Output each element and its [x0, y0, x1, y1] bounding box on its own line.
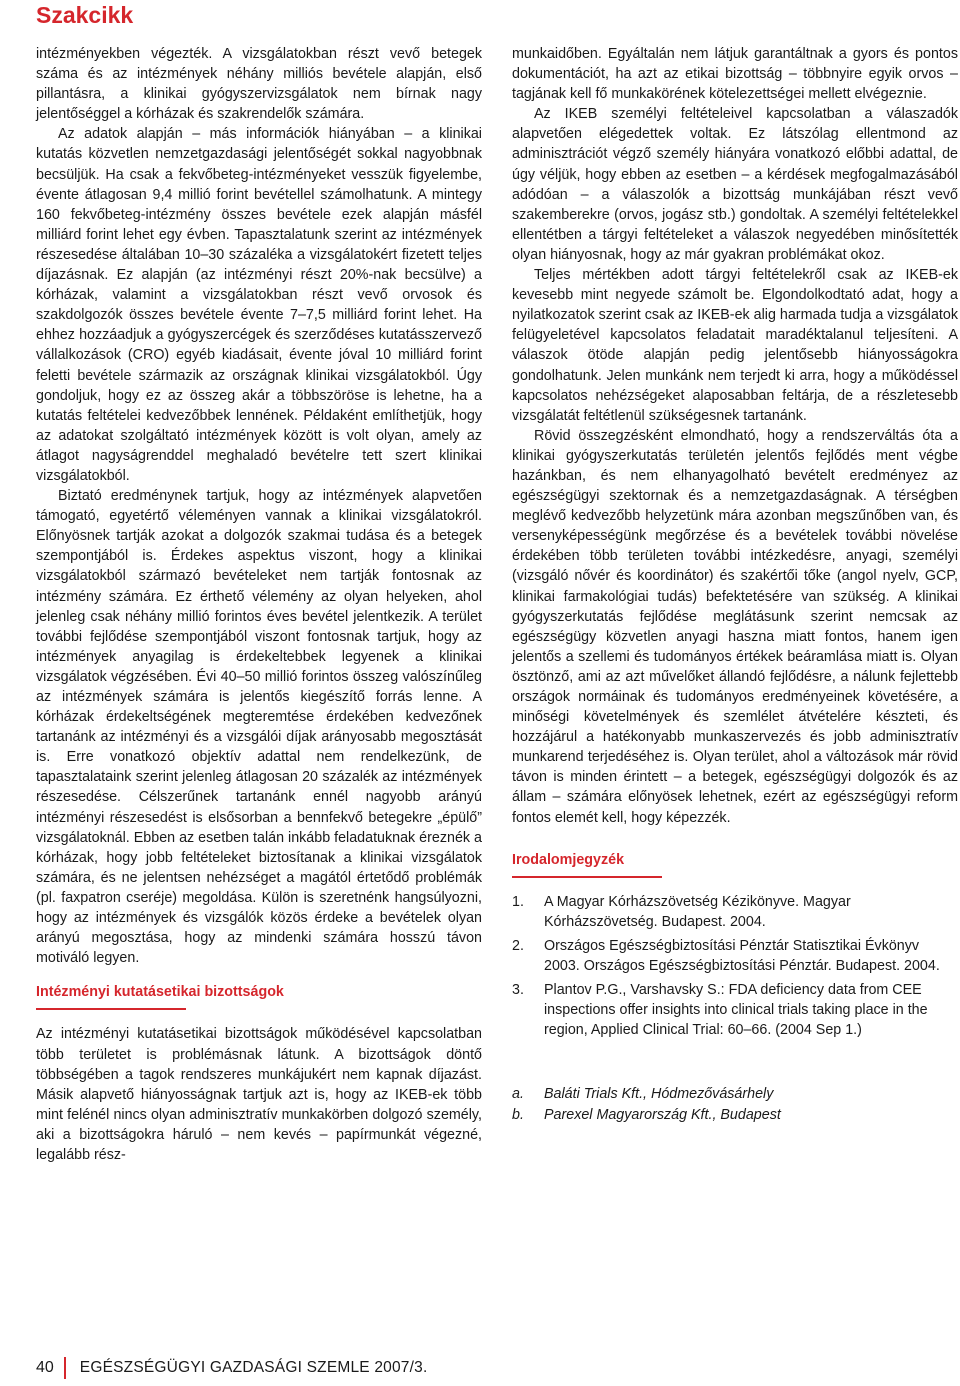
right-paragraph: munkaidőben. Egyáltalán nem látjuk garantáltnak a gyors és pontos dokumentációt, ha azt az etikai bizottság – többnyire egyik orvos – tagjának kell fő munkakörének kötelezettségei mellett elvégeznie. — [512, 46, 958, 103]
journal-name: EGÉSZSÉGÜGYI GAZDASÁGI SZEMLE 2007/3. — [79, 1359, 428, 1376]
section-title: Szakcikk — [36, 2, 134, 28]
page-number: 40 — [36, 1359, 54, 1376]
heading-underline — [512, 876, 662, 878]
affiliation-letter: a. — [512, 1086, 524, 1103]
right-column — [512, 44, 958, 1125]
footer-divider — [64, 1357, 66, 1379]
reference-item — [512, 936, 958, 976]
right-paragraph: Az IKEB személyi feltételeivel kapcsolatban a válaszadók alapvetően elégedettek voltak. Ez látszólag ellentmond az adminisztrációt végző személy hiányára vonatkozó előbbi adattal, de úgy véljük, hogy ebben az esetben – a kérdések megfogalmazásából adódóan – a válaszolók a bizottság munkájában részt vevő szakemberekre (orvos, jogász stb.) gondoltak. A személyi feltételekkel ellentétben a tárgyi feltételeket a válaszok negyedében minősítették olyan hiányosnak, hogy az már gyakran problémákat okoz. — [512, 106, 958, 263]
affiliation-text: Baláti Trials Kft., Hódmezővásárhely — [544, 1086, 774, 1103]
reference-text: A Magyar Kórházszövetség Kézikönyve. Magyar Kórházszövetség. Budapest. 2004. — [544, 893, 851, 930]
left-paragraph: Az intézményi kutatásetikai bizottságok működésével kapcsolatban több területet is problémásnak látunk. A bizottságok döntő többségében a tagok rendszeres munkájukért nem kapnak díjazást. Másik alapvető hiányosságnak tartjuk azt is, hogy az IKEB-ek több mint felénél nincs olyan adminisztratív munkakörben dolgozó személy, aki a bizottságokra háruló – nem kevés – papírmunkát végezné, legalább rész- — [36, 1026, 482, 1163]
reference-number: 3. — [512, 982, 524, 999]
affiliation-letter: b. — [512, 1106, 524, 1123]
left-paragraph: intézményekben végezték. A vizsgálatokban részt vevő betegek száma és az intézmények néhány milliós bevétele alapján, első pillantásra, a klinikai gyógyszervizsgálatok nem bírnak nagy jelentőséggel a kórházak és szakrendelők számára. — [36, 46, 482, 123]
page-footer — [36, 1356, 427, 1380]
section-heading-ikeb: Intézményi kutatásetikai bizottságok — [36, 984, 284, 1001]
left-paragraph: Az adatok alapján – más információk hiányában – a klinikai kutatás közvetlen nemzetgazdasági jelentőségét sokkal nagyobbnak becsüljük. Ha csak a fekvőbeteg-intézményeket vesszük figyelembe, évente átlagosan 9,4 millió forint bevétellel számolhatunk. A mintegy 160 fekvőbeteg-intézmény összes bevétele ezek alapján másfél milliárd forint lehet egy évben. Tapasztalatunk szerint az intézmények részesedése általában 10–30 százaléka a vizsgálatokért fizetett teljes díjazásnak. Ez alapján (az intézményi részt 20%-nak becsülve) a kórházak, valamint a vizsgálatokban részt vevő orvosok és szakdolgozók összes bevétele évente 7–7,5 milliárd forint lehet. Ha ehhez hozzáadjuk a gyógyszercégek és szerződéses kutatásszervező vállalkozások (CRO) egyéb kiadásait, évente jóval 10 milliárd forint feletti bevétele származik az országnak klinikai vizsgálatokból. Úgy gondoljuk, hogy ez az összeg akár a többszöröse is lehetne, ha a kutatás feltételei kedvezőbbek lennének. Példaként említhetjük, hogy az adatokat szolgáltató intézmények között is volt olyan, amely az átlagot nagyságrenddel meghaladó bevételre tett szert klinikai vizsgálatokból. — [36, 126, 482, 484]
reference-number: 2. — [512, 937, 524, 954]
right-paragraph: Teljes mértékben adott tárgyi feltételekről csak az IKEB-ek kevesebb mint negyede számolt be. Elgondolkodtató adat, hogy a nyilatkozatok szerint csak az IKEB-ek alig harmada tudja a vizsgálatok felügyeletével kapcsolatos feladatait maradéktalanul teljesíteni. A válaszok ötöde alapján pedig jelentősebb hiányosságokra gondolhatunk. Jelen munkánk nem terjedt ki arra, hogy a működéssel kapcsolatos nehézségeket alaposabban feltárja, de a részletesebb vizsgálatát feltétlenül szükségesnek tartanánk. — [512, 267, 958, 424]
reference-text: Plantov P.G., Varshavsky S.: FDA deficiency data from CEE inspections offer insights into clinical trials taking place in the region, Applied Clinical Trial: 60–66. (2004 Sep 1.) — [544, 982, 928, 1039]
left-paragraph: Biztató eredménynek tartjuk, hogy az intézmények alapvetően támogató, egyetértő véleményen vannak a klinikai vizsgálatokról. Előnyösnek tartják azokat a dolgozók szakmai tudása és a betegek szempontjából is. Érdekes aspektus viszont, hogy a klinikai vizsgálatokból származó bevételeket nem tartják fontosnak az intézmény számára. Ez érthető vélemény az olyan helyeken, ahol jelenleg csak néhány millió forintos éves bevétel jelentkezik. A terület további fejlődése szempontjából viszont fontosnak tartjuk, hogy az intézmények anyagilag is érdekeltebbek legyenek a klinikai vizsgálatok végzésében. Évi 40–50 millió forintos összeg valószínűleg az intézmények számára is jelentős kiegészítő forrás lenne. A kórházak érdekeltségének megteremtése érdekében kedvezőnek tartanánk az intézményi és a vizsgálói díjak arányosabb megosztását is. Erre vonatkozó objektív adattal nem rendelkezünk, de tapasztalataink szerint jelenleg átlagosan 20 százalék az intézmények részesedése. Célszerűnek tartanánk ennél nagyobb arányú intézményi részesedést is elsősorban a bennfekvő betegekre „épülő” vizsgálatoknál. Ebben az esetben talán inkább feladatuknak éreznék a kórházak, hogy jobb feltételeket biztosítanak a klinikai vizsgálatok számára, és ne jelentsen nehézséget a magától értetődő problémák (pl. faxpatron cseréje) megoldása. Külön is szeretnénk hangsúlyozni, hogy az intézmények és vizsgálók közös érdeke a bevételek olyan arányú megosztása, hogy az mindenki számára hosszú távon motiváló legyen. — [36, 488, 482, 967]
affiliation-list — [512, 1084, 958, 1124]
references-heading: Irodalomjegyzék — [512, 851, 625, 868]
affiliation-text: Parexel Magyarország Kft., Budapest — [544, 1106, 781, 1123]
reference-text: Országos Egészségbiztosítási Pénztár Statisztikai Évkönyv 2003. Országos Egészségbiztosítási Pénztár. Budapest. 2004. — [544, 937, 940, 975]
reference-item — [512, 980, 958, 1040]
reference-list — [512, 892, 958, 1041]
left-column — [36, 44, 482, 1165]
affiliation-item — [512, 1105, 958, 1125]
heading-underline — [36, 1008, 186, 1010]
affiliation-item — [512, 1084, 958, 1104]
reference-number: 1. — [512, 893, 524, 910]
reference-item — [512, 892, 958, 932]
right-paragraph: Rövid összegzésként elmondható, hogy a rendszerváltás óta a klinikai gyógyszerkutatás területén jelentős fejlődés ment végbe hazánkban, és nem elhanyagolható bevételt eredményez az egészségügyi szektornak és a nemzetgazdaságnak. A térségben meglévő kedvezőbb helyzetünk mára azonban megszűnőben van, és versenyképességünk megőrzése és a bevételek további növelése érdekében több területen további intézkedésre, anyagi, személyi (vizsgáló nővér és koordinátor) és szakértői tőke (angol nyelv, GCP, klinikai farmakológiai tudás) befektetésére van szükség. A klinikai gyógyszerkutatás fejlődése meglátásunk szerint nemcsak az egészségügy közvetlen anyagi haszna miatt fontos, hanem igen jelentős a szellemi és tudományos értékek beáramlása miatt is. Olyan ösztönző, ami az azt művelőket állandó fejlődésre, a nálunk fejlettebb országok normáinak és tudományos eredményeinek követésére, a minőségi követelmények és szemlélet átvételére készteti, és hozzájárul a hatékonyabb munkaszervezés és jobb adminisztratív munkarend terjedéséhez is. Olyan terület, ahol a változások már rövid távon is minden érintett – a betegek, egészségügyi dolgozók és az állam – számára előnyösek lehetnek, ezért az egészségügyi reform fontos elemét kell, hogy képezzék. — [512, 427, 958, 826]
